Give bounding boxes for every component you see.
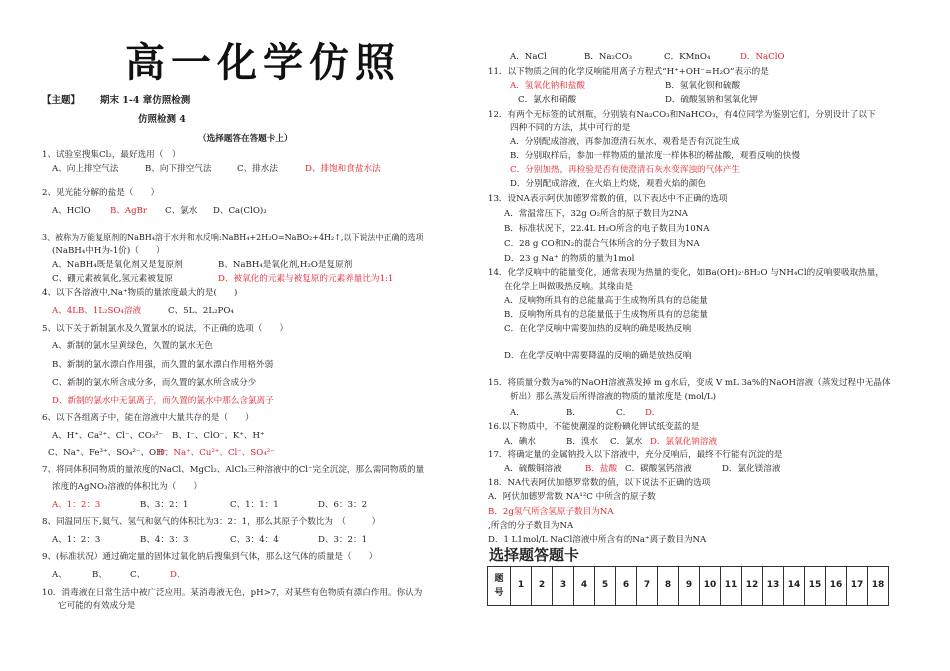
q15-option-c: C． xyxy=(616,408,632,418)
q14-option-b: B．反响物所具有的总能量低于生成物所具有的总能量 xyxy=(504,310,708,320)
q11-option-b: B．氢氧化钡和硫酸 xyxy=(665,81,741,91)
q7-option-d: D、6：3：2 xyxy=(318,500,368,510)
q4-option-c: C、5L、2L₂PO₄ xyxy=(168,306,234,316)
answer-cell[interactable]: 9 xyxy=(679,567,700,606)
q17-option-a: A．硫酸铜溶液 xyxy=(504,464,562,474)
q6-option-d: D、Na⁺、Cu²⁺、Cl⁻、SO₄²⁻ xyxy=(158,448,275,458)
q8-option-c: C、3：4：4 xyxy=(230,535,279,545)
answer-cell[interactable]: 4 xyxy=(574,567,595,606)
q8-option-d: D、3：2：1 xyxy=(318,535,368,545)
q1-option-d: D、排饱和食盐水法 xyxy=(305,164,381,174)
q1-option-c: C、排水法 xyxy=(237,164,278,174)
answer-cell[interactable]: 10 xyxy=(700,567,721,606)
q17-option-d: D．氯化镁溶液 xyxy=(722,464,781,474)
q15-option-d: D． xyxy=(645,408,661,418)
q3-option-c: C、硼元素被氧化,氢元素被复原 xyxy=(52,274,174,284)
q7-option-c: C、1：1：1 xyxy=(230,500,279,510)
answer-cell[interactable]: 18 xyxy=(868,567,889,606)
answer-cell[interactable]: 2 xyxy=(532,567,553,606)
q9-option-c: C、 xyxy=(130,570,146,580)
q3-option-d: D、被氧化的元素与被复原的元素养量比为1:1 xyxy=(218,274,394,284)
q16-option-a: A．碘水 xyxy=(504,437,536,447)
q3-option-b: B、NaBH₄是氧化剂,H₂O是复原剂 xyxy=(218,260,353,270)
q16-option-d: D．氯氧化钠溶液 xyxy=(650,437,718,447)
q13-option-d: D．23 g Na⁺ 的物质的量为1mol xyxy=(504,254,635,264)
q9-option-b: B、 xyxy=(92,570,107,580)
q16-option-b: B．溴水 xyxy=(566,437,599,447)
subtitle: 仿照检测 4 xyxy=(138,114,186,125)
q12-stem: 12．有两个无标签的试剂瓶，分别装有Na₂CO₃和NaHCO₃，有4位同学为鉴别它们，分别设计了以下 xyxy=(488,110,876,120)
q3-stem: 3、被称为万能复原剂的NaBH₄溶于水并和水反响:NaBH₄+2H₂O=NaBO₂+4H₂↑,以下说法中正确的选项 xyxy=(42,233,424,242)
q17-stem: 17．将确定量的金属钠投入以下溶液中，充分反响后，最终不行能有沉淀的是 xyxy=(488,450,783,460)
q14-stem-2: 在化学上叫做吸热反响。其缘由是 xyxy=(504,282,633,292)
q7-option-b: B、3：2：1 xyxy=(140,500,189,510)
topic: 期末 1-4 章仿照检测 xyxy=(100,95,191,106)
answer-cell[interactable]: 14 xyxy=(784,567,805,606)
q5-stem: 5、以下关于新制氯水及久置氯水的说法，不正确的选项（ ） xyxy=(42,324,289,334)
q16-option-c: C．氯水 xyxy=(610,437,643,447)
topic-label: 【主题】 xyxy=(42,95,81,106)
q10-stem-2: 它可能的有效成分是 xyxy=(58,601,136,611)
q15-stem-2: 析出）那么蒸发后所得溶液的物质的量浓度是 (mol/L) xyxy=(510,392,716,402)
q18-stem: 18．NA代表阿伏加德罗常数的值，以下说法不正确的选项 xyxy=(488,478,711,488)
q12-option-a: A．分别配成溶液，再参加澄清石灰水，观看是否有沉淀生成 xyxy=(510,137,740,147)
q6-option-a: A、H⁺、Ca²⁺、Cl⁻、CO₃²⁻ xyxy=(52,431,164,441)
q1-option-b: B、向下排空气法 xyxy=(145,164,212,174)
q3-stem-2: (NaBH₄中H为-1价)（ ） xyxy=(52,246,165,256)
q10-stem: 10．消毒液在日常生活中被广泛应用。某消毒液无色，pH>7，对某些有色物质有漂白作用。你认为 xyxy=(42,588,423,598)
q10-option-b: B．Na₂CO₃ xyxy=(584,52,633,62)
q11-option-d: D．硫酸氢钠和氢氧化钾 xyxy=(665,95,758,105)
q2-option-d: D、Ca(ClO)₂ xyxy=(213,206,267,216)
answer-cell[interactable]: 16 xyxy=(826,567,847,606)
q6-option-c: C、Na⁺、Fe³⁺、SO₄²⁻、OH⁻ xyxy=(48,448,169,458)
page-title: 高一化学仿照 xyxy=(125,39,401,86)
answer-card-header-cell: 题号 xyxy=(488,567,511,606)
q15-option-a: A． xyxy=(510,408,525,418)
q8-option-b: B、4：3：3 xyxy=(140,535,189,545)
q9-option-d: D、 xyxy=(170,570,186,580)
q6-stem: 6、以下各组离子中，能在溶液中大量共存的是（ ） xyxy=(42,413,254,423)
q18-option-c: ,所含的分子数目为NA xyxy=(488,521,574,531)
q10-option-a: A．NaCl xyxy=(510,52,547,62)
q12-stem-2: 四种不同的方法，其中可行的是 xyxy=(510,123,631,133)
instruction: （选择题答在答题卡上） xyxy=(198,134,293,144)
q16-stem: 16.以下物质中，不能使潮湿的淀粉碘化钾试纸变蓝的是 xyxy=(488,422,700,432)
q9-stem: 9、(标准状况）通过确定量的固体过氧化钠后搜集到气体，那么这气体的质量是（ ） xyxy=(42,552,378,562)
answer-cell[interactable]: 15 xyxy=(805,567,826,606)
q12-option-c: C．分别加热，再检验是否有使澄清石灰水变浑浊的气体产生 xyxy=(510,165,741,175)
q15-stem: 15．将质量分数为a%的NaOH溶液蒸发掉 m g水后，变成 V mL 3a%的NaOH溶液（蒸发过程中无晶体 xyxy=(488,378,891,388)
q7-option-a: A、1：2：3 xyxy=(52,500,101,510)
q18-option-a: A．阿伏加德罗常数 NA¹²C 中所含的原子数 xyxy=(488,492,656,502)
q17-option-b: B．盐酸 xyxy=(585,464,618,474)
q7-stem-2: 浓度的AgNO₃溶液的体积比为（ ） xyxy=(52,482,203,492)
answer-cell[interactable]: 12 xyxy=(742,567,763,606)
answer-cell[interactable]: 6 xyxy=(616,567,637,606)
q1-option-a: A、向上排空气法 xyxy=(52,164,119,174)
answer-cell[interactable]: 3 xyxy=(553,567,574,606)
q18-option-d: D．1 L1mol/L NaCl溶液中所含有的Na⁺离子数目为NA xyxy=(488,535,707,545)
answer-cell[interactable]: 17 xyxy=(847,567,868,606)
q13-option-b: B．标准状况下，22.4L H₂O所含的电子数目为10NA xyxy=(504,224,710,234)
answer-cell[interactable]: 8 xyxy=(658,567,679,606)
q7-stem: 7、将同体积同物质的量浓度的NaCl、MgCl₂、AlCl₃三种溶液中的Cl⁻完全沉淀，那么需同物质的量 xyxy=(42,465,425,475)
q6-option-b: B、I⁻、ClO⁻、K⁺、H⁺ xyxy=(172,431,265,441)
q12-option-d: D．分别配成溶液，在火焰上灼烧，观看火焰的颜色 xyxy=(510,179,706,189)
q17-option-c: C．碳酸氢钙溶液 xyxy=(625,464,692,474)
q14-option-a: A．反响物所具有的总能量高于生成物所具有的总能量 xyxy=(504,296,708,306)
q5-option-b: B、新制的氯水漂白作用强，而久置的氯水漂白作用格外弱 xyxy=(52,360,274,370)
q2-option-b: B、AgBr xyxy=(110,206,148,216)
q18-option-b: B．2g氢气所含氢原子数目为NA xyxy=(488,507,614,517)
q1-stem: 1、试验室搜集Cl₂，最好选用（ ） xyxy=(42,150,181,160)
q2-option-a: A、HClO xyxy=(52,206,91,216)
answer-cell[interactable]: 5 xyxy=(595,567,616,606)
q13-option-a: A．常温常压下，32g O₂所含的原子数目为2NA xyxy=(504,209,688,219)
q10-option-c: C．KMnO₄ xyxy=(664,52,711,62)
q15-option-b: B． xyxy=(566,408,581,418)
q11-option-a: A．氢氧化钠和盐酸 xyxy=(510,81,585,91)
q8-option-a: A、1：2：3 xyxy=(52,535,101,545)
q11-option-c: C．氯水和硝酸 xyxy=(518,95,577,105)
q12-option-b: B．分别取样后，参加一样物质的量浓度一样体积的稀盐酸，观看反响的快慢 xyxy=(510,151,800,161)
q5-option-c: C、新制的氯水所含成分多，而久置的氯水所含成分少 xyxy=(52,378,257,388)
q11-stem: 11．以下物质之间的化学反响能用离子方程式“H⁺+OH⁻=H₂O”表示的是 xyxy=(488,67,769,77)
q14-option-c: C．在化学反响中需要加热的反响的确是吸热反响 xyxy=(504,324,692,334)
q14-stem: 14．化学反响中的能量变化，通常表现为热量的变化，如Ba(OH)₂·8H₂O 与NH₄Cl的反响要吸取热量， xyxy=(488,268,884,278)
answer-cell[interactable]: 11 xyxy=(721,567,742,606)
q10-option-d: D．NaClO xyxy=(740,52,785,62)
q4-stem: 4、以下各溶液中,Na⁺物质的量浓度最大的是( ) xyxy=(42,288,238,298)
q2-stem: 2、见光能分解的盐是（ ） xyxy=(42,188,160,198)
q5-option-d: D、新制的氯水中无氯离子，而久置的氯水中那么含氯离子 xyxy=(52,396,274,406)
q5-option-a: A、新制的氯水呈黄绿色，久置的氯水无色 xyxy=(52,341,213,351)
q13-stem: 13．设NA表示阿伏加德罗常数的值，以下表达中不正确的选项 xyxy=(488,194,728,204)
answer-cell[interactable]: 13 xyxy=(763,567,784,606)
q8-stem: 8、同温同压下,氦气、氢气和氨气的体积比为3：2：1，那么其原子个数比为 （ ） xyxy=(42,517,381,527)
q3-option-a: A、NaBH₄既是氧化剂又是复原剂 xyxy=(52,260,183,270)
answer-card-heading: 选择题答题卡 xyxy=(489,546,580,564)
answer-cell[interactable]: 7 xyxy=(637,567,658,606)
q9-option-a: A、 xyxy=(52,570,67,580)
q4-option-a: A、4LB、1L₂SO₄溶液 xyxy=(52,306,142,316)
q2-option-c: C、氯水 xyxy=(165,206,198,216)
answer-cell[interactable]: 1 xyxy=(511,567,532,606)
answer-card-table xyxy=(487,566,889,606)
q13-option-c: C．28 g CO和N₂的混合气体所含的分子数目为NA xyxy=(504,239,700,249)
q14-option-d: D．在化学反响中需要降温的反响的确是放热反响 xyxy=(504,351,692,361)
